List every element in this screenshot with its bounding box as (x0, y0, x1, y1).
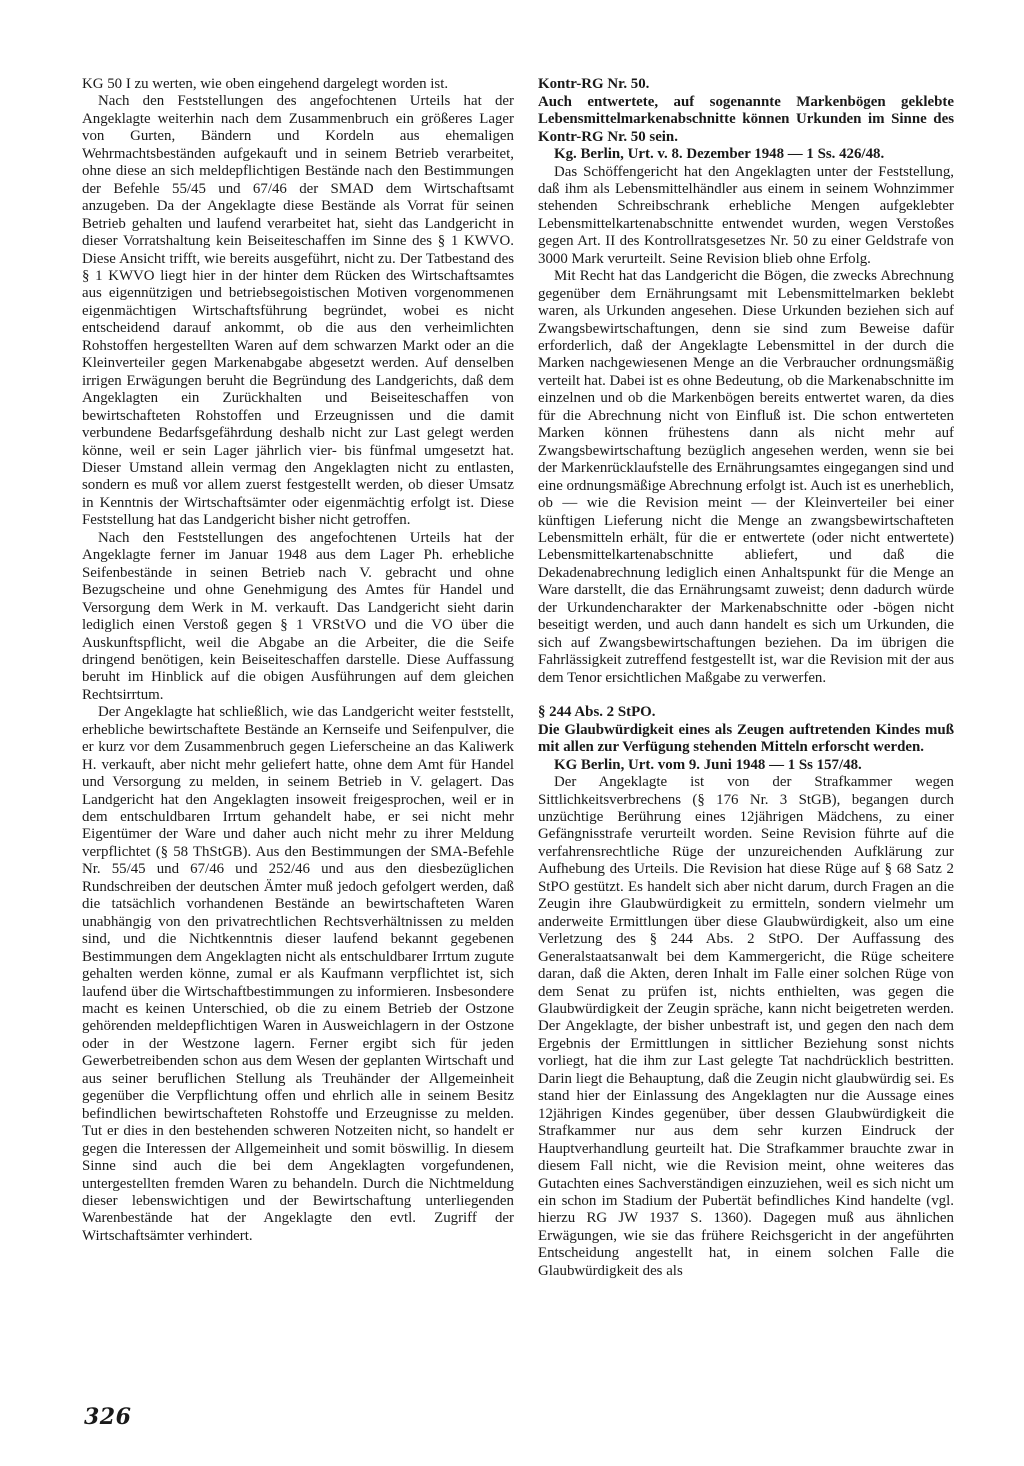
page-number: 326 (84, 1404, 132, 1430)
section-heading: Kontr-RG Nr. 50. (538, 76, 650, 92)
right-column (538, 76, 954, 1280)
paragraph-continuation: KG 50 I zu werten, wie oben eingehend dargelegt worden ist. (82, 76, 449, 92)
section-kontr-rg-50 (538, 76, 954, 687)
left-column (82, 76, 514, 1245)
paragraph: Der Angeklagte ist von der Strafkammer wegen Sittlichkeitsverbrechens (§ 176 Nr. 3 StGB), begangen durch unzüchtige Berührung eines 12jährigen Mädchens, zu einer Gefängnisstrafe verurteilt worden. Seine Revision führte auf die verfahrensrechtliche Rüge der unzureichenden Aufklärung zur Aufhebung des Urteils. Die Revision hat diese Rüge auf § 68 Satz 2 StPO gestützt. Es handelt sich aber nicht darum, durch Fragen an die Zeugin ihre Glaubwürdigkeit zu ermitteln, sondern vielmehr um anderweite Ermittlungen über diese Glaubwürdigkeit, also um eine Verletzung des § 244 Abs. 2 StPO. Der Auffassung des Generalstaatsanwalt bei dem Kammergericht, die Rüge scheitere daran, daß die Akten, deren Inhalt im Falle einer solchen Rüge von dem Senat zu prüfen ist, nichts enthielten, was gegen die Glaubwürdigkeit der Zeugin spräche, kann nicht beigetreten werden. Der Angeklagte, der bisher unbestraft ist, und gegen den nach dem Ergebnis der Ermittlungen in sittlicher Beziehung sonst nichts vorliegt, hat die ihm zur Last gelegte Tat nachdrücklich bestritten. Darin liegt die Behauptung, daß die Zeugin nicht glaubwürdig sei. Es stand hier der Einlassung des Angeklagten nur die Aussage eines 12jährigen Kindes gegenüber, über dessen Glaubwürdigkeit die Strafkammer nur aus dem sehr kurzen Eindruck der Hauptverhandlung geurteilt hat. Die Strafkammer brauchte zwar in diesem Fall nicht, wie die Revision meint, ohne weiteres das Gutachten eines Sachverständigen einzuziehen, weil es sich nicht um ein schon im Stadium der Pubertät befindliches Kind handelte (vgl. hierzu RG JW 1937 S. 1360). Dagegen muß aus ähnlichen Erwägungen, wie sie das frühere Reichsgericht in der angeführten Entscheidung angestellt hat, in einem solchen Falle die Glaubwürdigkeit des als (538, 774, 954, 1279)
section-244-stpo (538, 704, 954, 1280)
paragraph: Der Angeklagte hat schließlich, wie das Landgericht weiter feststellt, erhebliche bewirtschaftete Bestände an Kernseife und Seifenpulver, die er kurz vor dem Zusammenbruch gegen Lieferscheine an das Kaliwerk H. verkauft, aber nicht mehr geliefert hatte, ohne dem Amt für Handel und Versorgung zu melden, in seinem Betrieb in V. gelagert. Das Landgericht hat den Angeklagten insoweit freigesprochen, weil er in dem entschuldbaren Irrtum gehandelt habe, er sei nicht mehr Eigentümer der Ware und daher auch nicht mehr zu ihrer Meldung verpflichtet (§ 58 ThStGB). Aus den Bestimmungen der SMA-Befehle Nr. 55/45 und 67/46 und 252/46 und aus den diesbezüglichen Rundschreiben der deutschen Ämter muß jedoch gefolgert werden, daß die tatsächlich vorhandenen Bestände an bewirtschafteten Waren unabhängig von den privatrechtlichen Rechtsverhältnissen zu melden sind, und die Nichtkenntnis dieser laufend bekannt gegebenen Bestimmungen dem Angeklagten nicht als entschuldbarer Irrtum zugute gehalten werden könne, zumal er als Kaufmann verpflichtet ist, sich laufend über die Wirtschaftbestimmungen zu informieren. Insbesondere macht es keinen Unterschied, ob die zu einem Betrieb der Ostzone gehörenden meldepflichtigen Waren in Ausweichlagern in der Ostzone oder in der Westzone lagern. Ferner ergibt sich für jeden Gewerbetreibenden schon aus dem Wesen der geplanten Wirtschaft und aus seiner beruflichen Stellung als Treuhänder der Allgemeinheit gegenüber die Verpflichtung offen und ehrlich alle in seinem Besitz befindlichen bewirtschafteten Rohstoffe und Erzeugnisse zu melden. Tut er dies in den bestehenden schweren Notzeiten nicht, so handelt er gegen die Interessen der Allgemeinheit und somit böswillig. In diesem Sinne sind auch die bei dem Angeklagten vorgefundenen, untergestellten fremden Waren zu behandeln. Durch die Nichtmeldung dieser lebenswichtigen und der Bewirtschaftung unterliegenden Warenbestände hat der Angeklagte den evtl. Zugriff der Wirtschaftsämter verhindert. (82, 704, 514, 1244)
court-reference: Kg. Berlin, Urt. v. 8. Dezember 1948 — 1 Ss. 426/48. (554, 146, 885, 162)
paragraph: Nach den Feststellungen des angefochtenen Urteils hat der Angeklagte weiterhin nach dem Zusammenbruch ein größeres Lager von Gurten, Bändern und Kordeln aus ehemaligen Wehrmachtsbeständen aufgekauft und in seinem Betrieb verarbeitet, ohne diese an sich meldepflichtigen Bestände nach den Bestimmungen der Befehle 55/45 und 67/46 der SMAD dem Wirtschaftsamt anzugeben. Da der Angeklagte diese Bestände als Vorrat für seinen Betrieb gehalten und laufend verarbeitet hat, sieht das Landgericht in dieser Vorratshaltung kein Beiseiteschaffen im Sinne des § 1 KWVO. Diese Ansicht trifft, wie bereits ausgeführt, nicht zu. Der Tatbestand des § 1 KWVO liegt hier in der hinter dem Rücken des Wirtschaftsamtes aus eigennützigen und betriebsegoistischen Motiven vorgenommenen eigenmächtigen Wirtschaftsführung begründet, wobei es nicht entscheidend darauf ankommt, ob die aus den verheimlichten Rohstoffen hergestellten Waren auf dem schwarzen Markt oder an die Kleinverteiler gegen Markenabgabe abgesetzt werden. Auf denselben irrigen Erwägungen beruht die Begründung des Landgerichts, daß dem Angeklagten ein Zurückhalten und Beiseiteschaffen von bewirtschafteten Rohstoffen und Erzeugnissen und die damit verbundene Bedarfsgefährdung deshalb nicht zur Last gelegt werden könne, weil er sein Lager jährlich vier- bis fünfmal umgesetzt hat. Dieser Umstand allein vermag den Angeklagten nicht zu entlasten, sondern es muß vor allem zuerst festgestellt werden, ob dieser Umsatz in Kenntnis der Wirtschaftsämter oder eigenmächtig erfolgt ist. Diese Feststellung hat das Landgericht bisher nicht getroffen. (82, 93, 514, 529)
section-heading: § 244 Abs. 2 StPO. (538, 704, 656, 721)
paragraph: Nach den Feststellungen des angefochtenen Urteils hat der Angeklagte ferner im Januar 1948 aus dem Lager Ph. erhebliche Seifenbestände in seinen Betrieb nach V. gebracht und ohne Bezugscheine und ohne Genehmigung des Amtes für Handel und Versorgung dem Werk in M. verkauft. Das Landgericht sieht darin lediglich einen Verstoß gegen § 1 VRStVO und die VO über die Auskunftspflicht, weil die Abgabe an die Arbeiter, die die Seife dringend benötigen, kein Beiseiteschaffen darstelle. Diese Auffassung beruht im Hinblick auf die obigen Ausführungen auf dem gleichen Rechtsirrtum. (82, 529, 514, 703)
paragraph: Mit Recht hat das Landgericht die Bögen, die zwecks Abrechnung gegenüber dem Ernährungsamt mit Lebensmittelmarken beklebt waren, als Urkunden angesehen. Diese Urkunden beziehen sich auf Zwangsbewirtschaftungen, denn sie sind zum Beweise dafür erforderlich, daß der Angeklagte Lebensmittel in der durch die Marken nachgewiesenen Menge an die Verbraucher ordnungsmäßig verteilt hat. Dabei ist es ohne Bedeutung, ob die Markenabschnitte im einzelnen und ob die Markenbögen bereits entwertet waren, da dies für die Abrechnung nicht von Einfluß ist. Die schon entwerteten Marken können frühestens dann als nicht mehr auf Zwangsbewirtschaftung bezüglich angesehen werden, wenn sie bei der Markenrücklaufstelle des Ernährungsamtes eingegangen sind und eine ordnungsmäßige Abrechnung erfolgt ist. Auch ist es unerheblich, ob — wie die Revision meint — der Kleinverteiler bei einer künftigen Lieferung nicht die Menge an zwangsbewirtschafteten Lebensmitteln erhält, für die er entwertete (oder nicht entwertete) Lebensmittelkartenabschnitte abliefert, und daß die Dekadenabrechnung lediglich einen Anhaltspunkt für die Menge an Ware darstellt, die das Ernährungsamt zuweist; denn dadurch würde der Urkundencharakter der Markenabschnitte oder -bögen nicht beseitigt werden, und auch dann handelt es sich um Urkunden, die sich auf Zwangsbewirtschaftungen beziehen. Da im übrigen die Fahrlässigkeit zutreffend festgestellt ist, war die Revision mit der aus dem Tenor ersichtlichen Maßgabe zu verwerfen. (538, 268, 955, 686)
leitsatz: Die Glaubwürdigkeit eines als Zeugen auftretenden Kindes muß mit allen zur Verfügung stehenden Mitteln erforscht werden. (538, 721, 954, 756)
court-reference: KG Berlin, Urt. vom 9. Juni 1948 — 1 Ss 157/48. (554, 756, 862, 773)
section-spacer (538, 687, 954, 704)
paragraph: Das Schöffengericht hat den Angeklagten unter der Feststellung, daß ihm als Lebensmittelhändler aus einem in seinem Wohnzimmer stehenden Schreibschrank erhebliche Mengen aufgeklebter Lebensmittelkartenabschnitte entwendet wurden, wegen Verstoßes gegen Art. II des Kontrollratsgesetzes Nr. 50 zu einer Geldstrafe von 3000 Mark verurteilt. Seine Revision blieb ohne Erfolg. (538, 163, 954, 267)
leitsatz: Auch entwertete, auf sogenannte Markenbögen geklebte Lebensmittelmarkenabschnitte können Urkunden im Sinne des Kontr-RG Nr. 50 sein. (538, 93, 954, 145)
